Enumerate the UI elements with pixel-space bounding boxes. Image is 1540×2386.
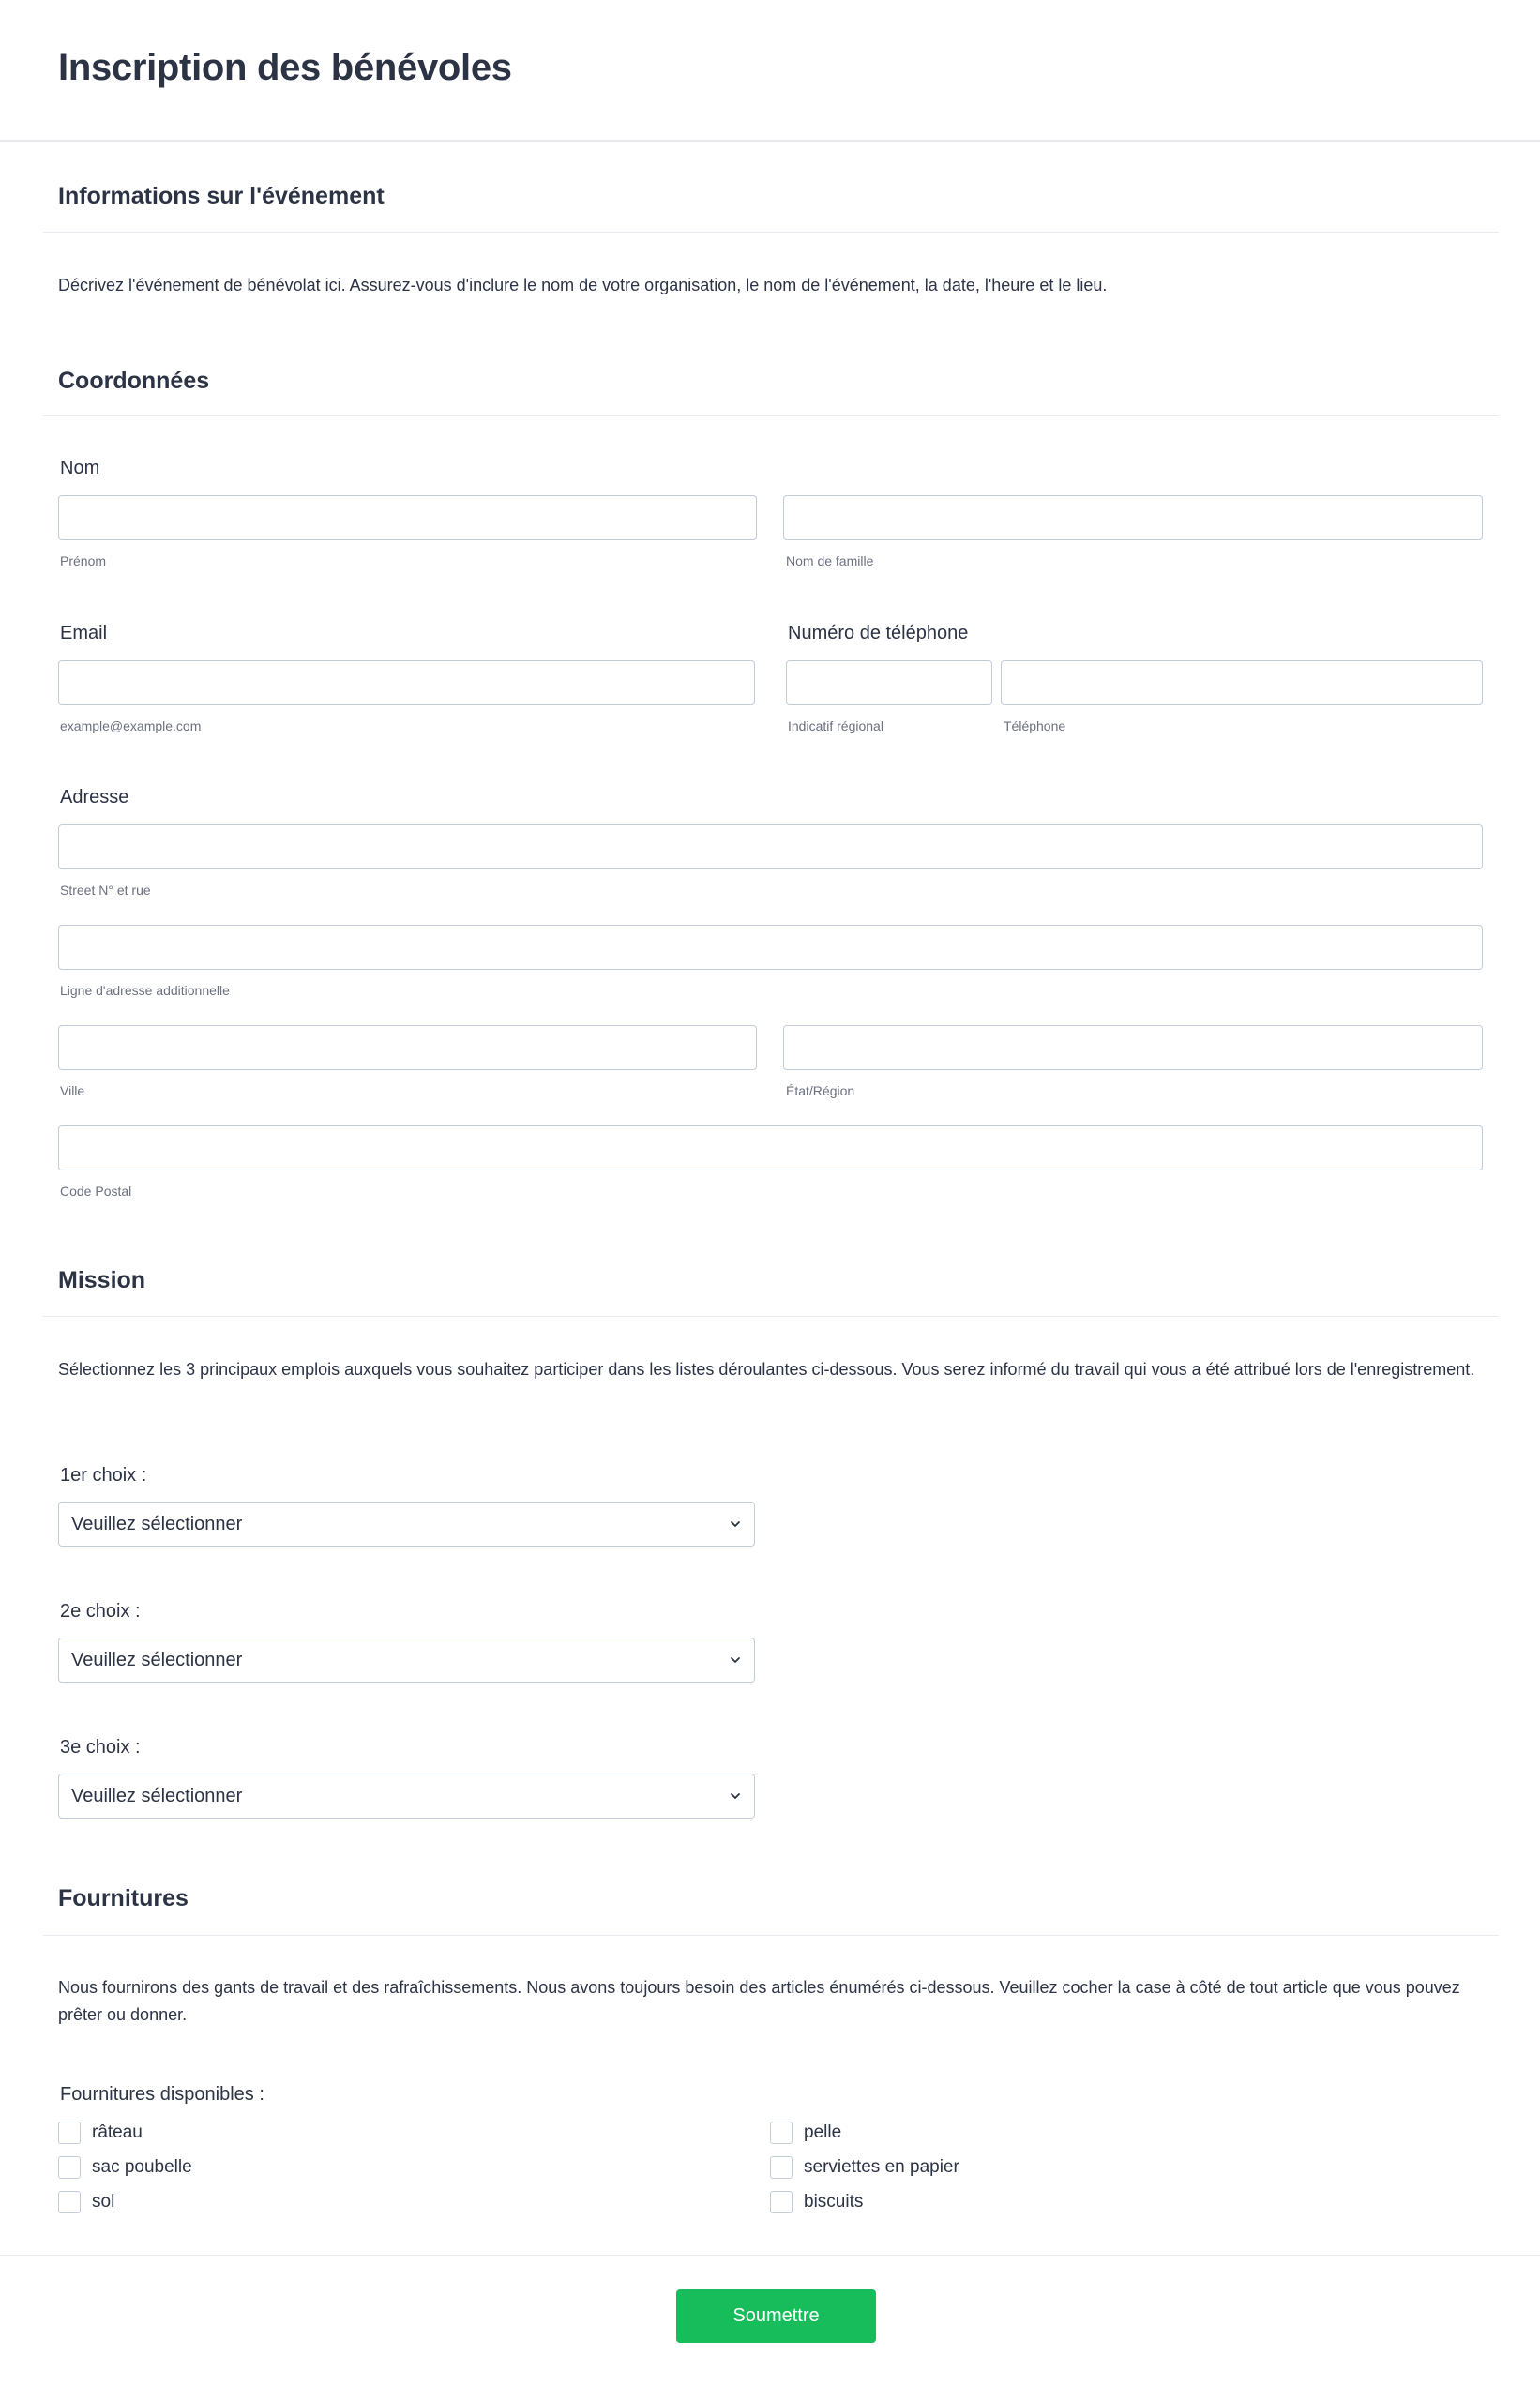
- section-divider: [43, 1316, 1499, 1317]
- supply-checkbox-cookies[interactable]: [770, 2190, 863, 2214]
- checkbox-box[interactable]: [770, 2191, 793, 2213]
- state-input[interactable]: [783, 1025, 1483, 1070]
- form-title: Inscription des bénévoles: [58, 47, 512, 88]
- first-name-input[interactable]: [58, 495, 757, 540]
- supply-label: biscuits: [804, 2192, 864, 2212]
- section-title-event: Informations sur l'événement: [58, 183, 385, 209]
- chevron-down-icon: [728, 1517, 743, 1532]
- choice-3-select[interactable]: [58, 1774, 755, 1819]
- supply-checkbox-rake[interactable]: [58, 2121, 143, 2145]
- phone-number-input[interactable]: [1001, 660, 1483, 705]
- supply-label: pelle: [804, 2122, 842, 2142]
- city-sublabel: Ville: [60, 1083, 85, 1098]
- supply-label: sol: [92, 2192, 115, 2212]
- submit-button[interactable]: Soumettre: [676, 2289, 876, 2343]
- form-header: [0, 0, 1540, 142]
- choice-3-label: 3e choix :: [60, 1737, 141, 1758]
- email-input[interactable]: [58, 660, 755, 705]
- first-name-sublabel: Prénom: [60, 553, 107, 568]
- street-sublabel: Street N° et rue: [60, 883, 151, 898]
- section-divider: [43, 415, 1499, 416]
- supply-checkbox-shovel[interactable]: [770, 2121, 841, 2145]
- chevron-down-icon: [728, 1789, 743, 1804]
- choice-2-value: Veuillez sélectionner: [71, 1650, 243, 1670]
- checkbox-box[interactable]: [58, 2156, 81, 2179]
- supply-label: sac poubelle: [92, 2157, 192, 2177]
- street-input[interactable]: [58, 824, 1483, 869]
- address-label: Adresse: [60, 787, 129, 808]
- choice-2-select[interactable]: [58, 1638, 755, 1683]
- supplies-list-label: Fournitures disponibles :: [60, 2084, 264, 2105]
- choice-3-value: Veuillez sélectionner: [71, 1786, 243, 1806]
- supply-checkbox-trash-bag[interactable]: [58, 2155, 192, 2180]
- checkbox-box[interactable]: [770, 2122, 793, 2144]
- checkbox-box[interactable]: [58, 2122, 81, 2144]
- section-divider: [43, 1935, 1499, 1936]
- section-divider: [43, 232, 1499, 233]
- last-name-sublabel: Nom de famille: [786, 553, 874, 568]
- supply-checkbox-paper-towels[interactable]: [770, 2155, 959, 2180]
- phone-label: Numéro de téléphone: [788, 623, 969, 643]
- choice-1-select[interactable]: [58, 1502, 755, 1547]
- choice-1-label: 1er choix :: [60, 1465, 147, 1486]
- supply-label: serviettes en papier: [804, 2157, 959, 2177]
- chevron-down-icon: [728, 1653, 743, 1668]
- section-title-contact: Coordonnées: [58, 368, 210, 394]
- section-title-supplies: Fournitures: [58, 1885, 189, 1911]
- address-line2-sublabel: Ligne d'adresse additionnelle: [60, 983, 230, 998]
- zip-sublabel: Code Postal: [60, 1184, 132, 1199]
- state-sublabel: État/Région: [786, 1083, 855, 1098]
- footer-divider: [0, 2255, 1540, 2256]
- supply-checkbox-soil[interactable]: [58, 2190, 114, 2214]
- email-sublabel: example@example.com: [60, 718, 202, 733]
- checkbox-box[interactable]: [770, 2156, 793, 2179]
- section-title-mission: Mission: [58, 1267, 146, 1293]
- checkbox-box[interactable]: [58, 2191, 81, 2213]
- choice-1-value: Veuillez sélectionner: [71, 1514, 243, 1534]
- address-line2-input[interactable]: [58, 925, 1483, 970]
- choice-2-label: 2e choix :: [60, 1601, 141, 1622]
- city-input[interactable]: [58, 1025, 757, 1070]
- phone-number-sublabel: Téléphone: [1004, 718, 1066, 733]
- supplies-description: Nous fournirons des gants de travail et des rafraîchissements. Nous avons toujours besoin des articles énumérés ci-dessous. Veuillez cocher la case à côté de tout article que vous pouvez prêter ou donner.: [58, 1978, 1460, 2024]
- name-label: Nom: [60, 458, 100, 478]
- area-code-input[interactable]: [786, 660, 992, 705]
- event-description: Décrivez l'événement de bénévolat ici. Assurez-vous d'inclure le nom de votre organisation, le nom de l'événement, la date, l'heure et le lieu.: [58, 276, 1108, 294]
- supply-label: râteau: [92, 2122, 143, 2142]
- email-label: Email: [60, 623, 108, 643]
- last-name-input[interactable]: [783, 495, 1483, 540]
- area-code-sublabel: Indicatif régional: [788, 718, 883, 733]
- zip-input[interactable]: [58, 1125, 1483, 1170]
- mission-description: Sélectionnez les 3 principaux emplois auxquels vous souhaitez participer dans les listes déroulantes ci-dessous. Vous serez informé du travail qui vous a été attribué lors de l'enregistrement.: [58, 1360, 1475, 1379]
